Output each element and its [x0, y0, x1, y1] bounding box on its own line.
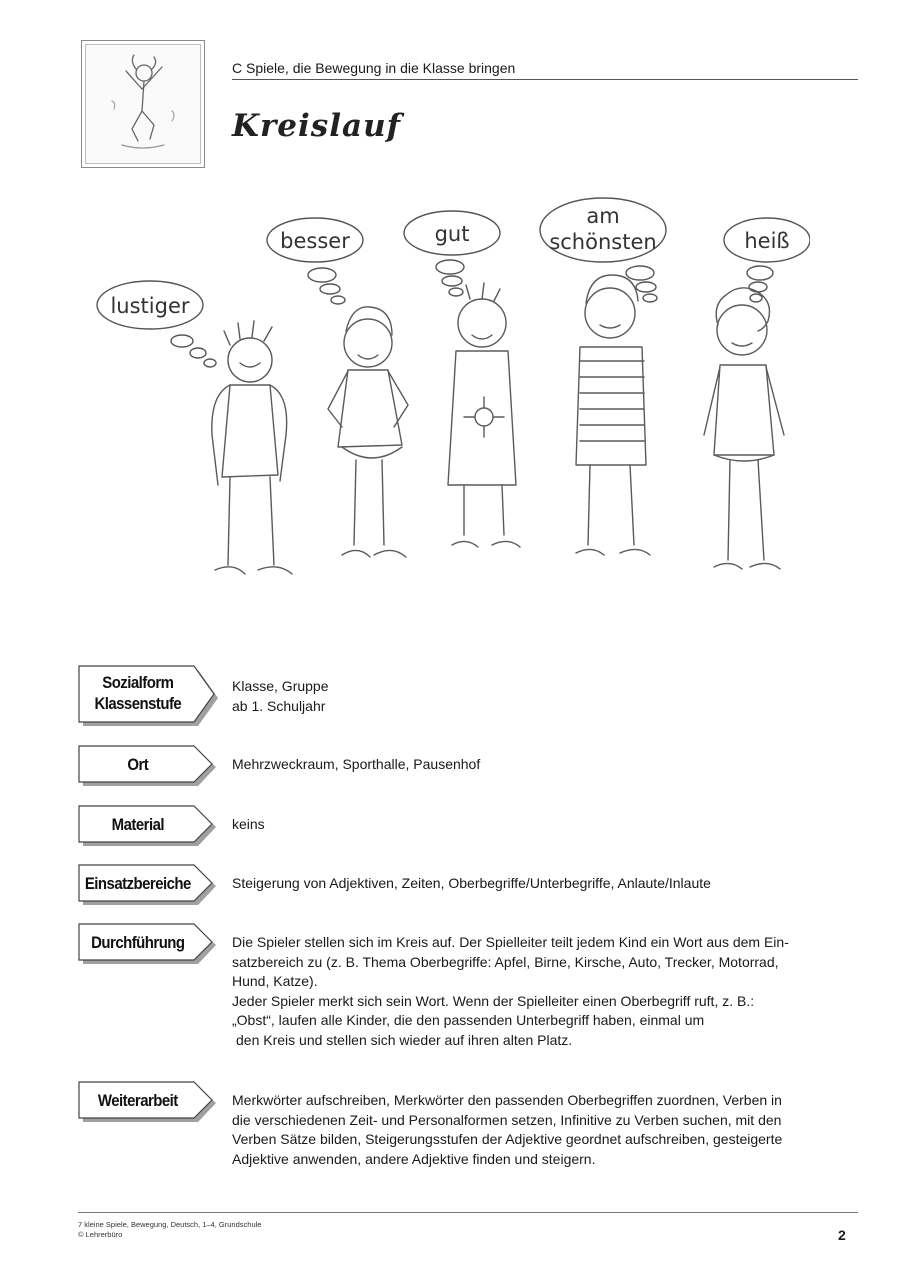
child-figure	[328, 307, 408, 557]
page-number: 2	[838, 1227, 846, 1243]
footer-divider	[78, 1212, 858, 1213]
row-content: Merkwörter aufschreiben, Merkwörter den passenden Oberbegriffen zuordnen, Verben in die verschiedenen Zeit- und Personalformen setzen, Infinitive zu Verben suchen, mit den Verben Sätze bilden, Steigerungsstufen der Adjektive geordnet aufschreiben, gesteigerte Adjektive anwenden, andere Adjektive finden und steigern.	[232, 1092, 783, 1167]
section-heading: C Spiele, die Bewegung in die Klasse bringen	[232, 60, 858, 80]
bubble-word: besser	[280, 229, 350, 253]
row-label: Ort	[127, 754, 149, 774]
bubble-word: gut	[434, 222, 470, 246]
child-figure	[576, 275, 650, 555]
row-label: Durchführung	[91, 932, 185, 952]
bubble-word: am	[586, 204, 620, 228]
row-content: Klasse, Gruppe ab 1. Schuljahr	[232, 678, 329, 714]
row-label: Material	[111, 814, 164, 834]
bubble-word: lustiger	[110, 294, 190, 318]
row-content: Die Spieler stellen sich im Kreis auf. Der Spielleiter teilt jedem Kind ein Wort aus dem Ein- satzbereich zu (z. B. Thema Oberbegriffe: Apfel, Birne, Kirsche, Auto, Trecker, Motorrad, Hund, Katze). Jeder Spieler merkt sich sein Wort. Wenn der Spielleiter einen Oberbegriff ruft, z. B.: „Obst“, laufen alle Kinder, die den passenden Unterbegriff haben, einmal um den Kreis und stellen sich wieder auf ihren alten Platz.	[232, 934, 789, 1048]
child-figure	[448, 283, 520, 547]
child-figure	[704, 288, 784, 569]
row-content: Mehrzweckraum, Sporthalle, Pausenhof	[232, 756, 481, 772]
row-label: Einsatzbereiche	[84, 873, 191, 893]
jumping-child-sketch-icon	[82, 41, 204, 167]
row-content: keins	[232, 816, 265, 832]
footer-credits: 7 kleine Spiele, Bewegung, Deutsch, 1–4, Grundschule © Lehrerbüro	[78, 1220, 262, 1239]
row-label: Sozialform Klassenstufe	[94, 673, 182, 713]
children-thought-bubbles-illustration	[90, 195, 810, 615]
child-figure	[212, 321, 292, 574]
chapter-thumbnail	[81, 40, 205, 168]
row-label: Weiterarbeit	[97, 1090, 178, 1110]
page-title: Kreislauf	[232, 108, 401, 144]
bubble-word: heiß	[744, 229, 790, 253]
bubble-word: schönsten	[549, 230, 657, 254]
row-content: Steigerung von Adjektiven, Zeiten, Oberbegriffe/Unterbegriffe, Anlaute/Inlaute	[232, 875, 711, 891]
